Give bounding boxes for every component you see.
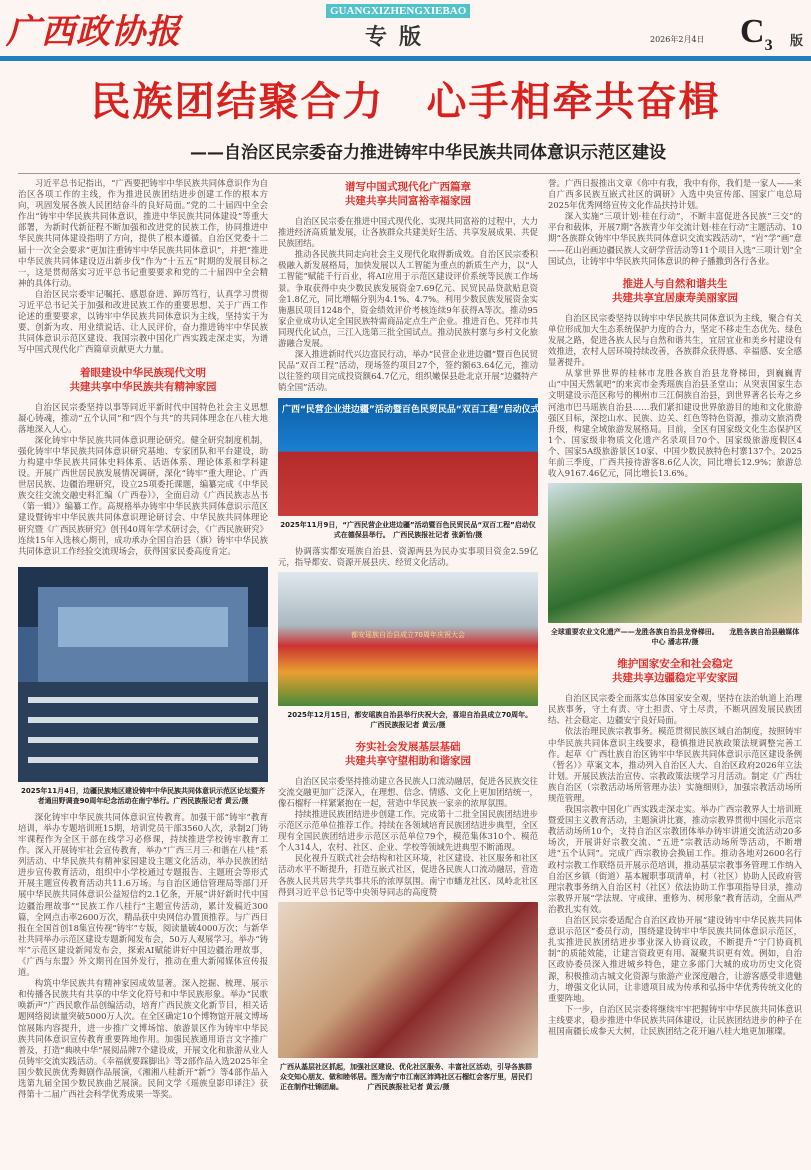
- paragraph: 自治区民宗委坚持推动建立各民族人口流动融居，促进各民族交往交流交融更加广泛深入，在理想、信念、情感、文化上更加团结统一，像石榴籽一样紧紧抱在一起，营造中华民族一家亲的浓厚氛围。: [278, 775, 538, 808]
- headline-subtitle: ——自治区民宗委奋力推进铸牢中华民族共同体意识示范区建设: [190, 143, 666, 163]
- paragraph: 习近平总书记指出，“广西要把铸牢中华民族共同体意识作为自治区各项工作的主线，作为推进民族团结进步创建工作的根本方向，巩固发展各族人民团结奋斗的良好局面。”党的二十届四中全会作出“铸牢中华民族共同体意识，推进中华民族共同体建设”等重大部署，为新时代新征程不断加强和改进党的民族工作，协同推进中华民族共同体建设指明了方向，提供了根本遵循。自治区党委十二届十一次全会要求“更加注重铸牢中华民族共同体意识”，并把“推进中华民族共同体建设迈出新步伐”作为“十五五”时期的发展目标之一，这是贯彻落实习近平总书记重要要求和党的二十届四中全会精神的具体行动。: [18, 178, 268, 288]
- headline-title: 民族团结聚合力 心手相牵共奋楫: [90, 79, 721, 125]
- paragraph: 民化视升互联式社会结构和社区环境，社区建设、社区服务和社区活动水平不断提升，打造互嵌式社区，促进各民族人口流动融居，营造各族人民共居共学共事共乐的浓厚氛围。南宁市蟠龙社区、凤岭北社区得到习近平总书记等中央领导同志的高度赞: [278, 853, 538, 897]
- heading-line: 夯实社会发展基层基础: [355, 740, 461, 753]
- paragraph: 深化铸牢中华民族共同体意识理论研究。健全研究制度机制，强化铸牢中华民族共同体意识研究基地、专家团队和平台建设，助力构建中华民族共同体史料体系、话语体系、理论体系和学科建设。开展广西世居民族发展情况调研，深化“铸牢”重大理论、广西世居民族、边疆治理研究，设立25项委托课题，编纂完成《中华民族交往交流交融史料汇编（广西卷）》，全面启动《广西民族志丛书（第一辑）》编纂工作。高规格举办铸牢中华民族共同体意识示范区建设暨铸牢中华民族共同体意识理论研讨会、中华民族共同体理论研究暨《广西民族研究》创刊40周年学术研讨会，《广西民族研究》连续15年入选核心期刊，成功承办全国自治县（旗）铸牢中华民族共同体意识工作经验交流现场会，获得国家民委高度肯定。: [18, 434, 268, 556]
- section-heading: [278, 180, 538, 208]
- paragraph: 持续推进民族团结进步创建工作。完成第十二批全国民族团结进步示范区示范单位推荐工作。持续在各领域培育民族团结进步典型，全区现有全国民族团结进步示范区示范单位79个，模范集体310个、模范个人314人，农村、社区、企业、学校等领域先进典型不断涌现。: [278, 808, 538, 853]
- page-number: [740, 12, 773, 52]
- paragraph: 构筑中华民族共有精神家园成效显著。深入挖掘、梳理、展示和传播各民族共有共享的中华文化符号和中华民族形象。举办“民歌唤新声”广西民歌作品创编活动，培育广西民族文化新节目，相关话题网络阅读量突破5000万人次。在全区确定10个博物馆开展文博场馆展陈内容提升，进一步推广文博场馆、旅游景区作为铸牢中华民族共同体意识宣传教育重要阵地作用。加强民族通用语言文字推广普及，打造“典映中华”展阅品牌7个建设成，开展文化和旅游从业人员铸牢交流实践活动。《幸福就要踩脚出》等2部作品入选2025年全国少数民族优秀舞剧作品展演，《湘湘八桂新开“新”》等4部作品入选第九届全国少数民族曲艺展演。民间文学《瑶族皇影印译注》获得第十二届广西社会科学优秀成果一等奖。: [18, 978, 268, 1100]
- paragraph: 自治区民宗委坚持以事等同近平新时代中国特色社会主义思想凝心铸魂，推动“五个认同”和“四个与共”的共同体理念在八桂大地落地深入人心。: [18, 401, 268, 434]
- heading-line: 共建共享边疆稳定平安家园: [612, 672, 738, 685]
- photo-caption: 2025年11月9日，“广西民营企业进边疆”活动暨百色民贸民品“双百工程”启动仪式在德保县举行。 广西民族报社记者 张新怡/摄: [280, 520, 536, 539]
- newspaper-pinyin: GUANGXIZHENGXIEBAO: [326, 4, 470, 18]
- paragraph: 协调落实都安瑶族自治县、资源两县为民办实事项目资金2.59亿元，指导都安、资源开展县庆、经贸文化活动。: [278, 545, 538, 567]
- heading-line: 共建共享共同富裕幸福家园: [345, 195, 471, 207]
- photo-caption: 广西从基层社区抓起，加强社区建设、优化社区服务、丰富社区活动，引导各族群众交知心朋友、做和睦邻居。图为南宁市江南区沛鸿社区石榴红会客厅里，居民们正在制作壮锦团扇。 广西民族报社记者 黄云/摄: [280, 1062, 532, 1091]
- forum-photo: [18, 567, 268, 782]
- paragraph: 誉。广西日报推出文章《你中有我，我中有你，我们是一家人——来自广西多民族互嵌式社区的调研》入选中央宣传部、国家广电总局2025年优秀网络宣传文化作品扶持计划。: [548, 178, 802, 211]
- paragraph: 下一步，自治区民宗委将继续牢牢把握铸牢中华民族共同体意识主线要求，稳步推进中华民族共同体建设，让民族团结进步的种子在祖国南疆长成参天大树，让民族团结之花开遍八桂大地更加璀璨。: [548, 1003, 802, 1036]
- terrace-fields-photo: [548, 483, 802, 623]
- heading-line: 谱写中国式现代化广西篇章: [345, 181, 471, 193]
- heading-line: 维护国家安全和社会稳定: [617, 658, 733, 671]
- paragraph: 依法治理民族宗教事务。模范贯彻民族区域自治制度，按照铸牢中华民族共同体意识主线要求，稳慎推进民族政策法规调整完善工作。起草《广西壮族自治区铸牢中华民族共同体意识示范区建设条例（暂名）》草案文本，推动列入自治区人大、自治区政府2026年立法计划。开展民族法治宣传、宗教政策法规学习月活动。制定《广西壮族自治区（宗教活动场所管理办法）实施细则》，加强宗教活动场所规范管理。: [548, 726, 802, 803]
- anniversary-celebration-photo: [278, 572, 538, 706]
- page-suffix: 版: [790, 34, 804, 49]
- photo-caption: 2025年12月15日，都安瑶族自治县举行庆祝大会，喜迎自治县成立70周年。 广西民族报记者 黄云/摄: [287, 710, 543, 729]
- column-1: [18, 178, 268, 1170]
- celebration-banner-text: 都安瑶族自治县成立70周年庆祝大会: [351, 630, 465, 639]
- column-3: [548, 178, 802, 1170]
- divider: [18, 173, 800, 174]
- community-photo: [278, 902, 538, 1058]
- paragraph: 自治区民宗委牢记嘱托、感恩奋进、踔厉笃行，认真学习贯彻习近平总书记关于加强和改进民族工作的重要思想、关于广西工作论述的重要要求，以铸牢中华民族共同体意识为主线，坚持实干为要、创新为攻、用业绩说话、让人民评价，奋力推进铸牢中华民族共同体意识示范区建设、我国宗教中国化广西实践走深走实，为谱写中国式现代化广西篇章贡献更大力量。: [18, 288, 268, 355]
- heading-line: 共建共享中华民族共有精神家园: [69, 380, 217, 393]
- ceremony-banner-text: 广西“民营企业进边疆”活动暨百色民贸民品“双百工程”启动仪式: [282, 404, 540, 415]
- section-name: 专版: [365, 24, 434, 50]
- paragraph: 自治区民宗委在推进中国式现代化、实现共同富裕的过程中，大力推进经济高质量发展，让各族群众共建美好生活、共享发展成果、共促民族团结。: [278, 216, 538, 249]
- heading-line: 共建共享守望相助和谐家园: [345, 754, 471, 767]
- page-digit: 3: [764, 36, 773, 54]
- heading-line: 推进人与自然和谐共生: [622, 277, 728, 290]
- section-heading: [548, 657, 802, 685]
- paragraph: 深入推进新时代兴边富民行动，举办“民营企业进边疆”暨百色民贸民品“双百工程”活动，现场签约项目27个，签约额63.64亿元，推动以往签约项目完成投资额64.7亿元，组织嫩保县赴北京开展“边疆特产销全国”活动。: [278, 349, 538, 393]
- header-rule: [0, 56, 811, 61]
- paragraph: 深入实施“三项计划·桂在行动”，不断丰富促进各民族“三交”的平台和载体，开展7期“各族青少年交流计划·桂在行动”主题活动、10期“各族群众铸牢中华民族共同体意识交流实践活动”，“岩”学“画”意——花山岩画边疆民族人文研学营活动等11个项目入选“三项计划”全国试点，让铸牢中华民族共同体意识的种子播撒到各行各业。: [548, 211, 802, 266]
- heading-line: 着眼建设中华民族现代文明: [80, 366, 206, 379]
- issue-date: 2026年2月4日: [650, 35, 705, 44]
- page-letter: C: [740, 13, 765, 50]
- section-heading: [278, 740, 538, 768]
- paragraph: 推动各民族共同走向社会主义现代化取得新成效。自治区民宗委积极融入新发展格局，加快发展以人工智能为重点的新质生产力，以“人工智能”赋能千行百业，将AI应用于示范区建设评价系统等民族工作场景。争取获得中央少数民族发展资金7.69亿元、民贸民品贷款贴息资金1.8亿元，同比增幅分别为4.1%、4.7%。利用少数民族发展资金实施惠民项目1248个，资金绩效评价考核连续9年获得A等次。推动95家企业成功认定全国民族特需商品定点生产企业。推进百色、凭祥市共同现代化试点，三江入选第三批全国试点。推动民族村寨与乡村文化旅游融合发展。: [278, 249, 538, 349]
- section-heading: [18, 366, 268, 394]
- launch-ceremony-photo: [278, 398, 538, 516]
- heading-line: 共建共享宜居康寿美丽家园: [612, 291, 738, 304]
- paragraph: 深化铸牢中华民族共同体意识宣传教育。加强干部“铸牢”教育培训，举办专题培训班15期，培训党员干部3560人次，录制2门铸牢课程作为全区干部在线学习必修课，持续推进学校铸牢教育工作。深入开展铸牢社会宣传教育，举办“广西三月三·和谐在八桂”系列活动、中华民族共有精神家园建设主题文化活动，举办民族团结进步宣传教育活动，组织中小学校通过专题报告、主题班会等形式开展主题宣传教育活动共11.6万场。与自治区通信管理局等部门开展中华民族共同体意识公益短信约2.1亿条，开展“讲好新时代中国边疆治理故事”“民族工作八桂行”主题宣传活动，累计发稿近300篇，全网点击率2600万次，精品获中央网信办置顶推荐。与广西日报在全国首创18集宣传视“铸牢”专版，阅读量破4000万次；与新华社共同举办示范区建设专题新闻发布会，50万人观展学习。举办“铸牢”示范区建设新闻发布会，探索AI赋能讲好中国边疆治理故事，《广西与东盟》外文期刊在国外发行，推动在重大新闻媒体宣传报道。: [18, 811, 268, 978]
- paragraph: 我国宗教中国化广西实践走深走实。举办广西宗教界人士培训班暨爱国主义教育活动，主题演讲比赛，推动宗教界贯彻中国化示范宗教活动场所10个，支持自治区宗教团体举办铸牢讲道交流活动20多场次，开展讲好宗教交流、“五进”宗教活动场所等活动，不断增进“五个认同”。完成广西宗教协会换届工作。推动各地对2600名行政村宗教工作联络员开展示范培训，推动基层宗教事务管理工作纳入自治区乡镇（街道）基本履职事项清单，村（社区）协助人民政府管理宗教事务纳入自治区村（社区）依法协助工作事项指导目录，推动宗教界开展“学法规、守戒律、重修为、树形象”教育活动，全面从严治教扎实有效。: [548, 804, 802, 914]
- section-heading: [548, 277, 802, 305]
- paragraph: 自治区民宗委全面落实总体国家安全观，坚持在法治轨道上治理民族事务，守土有责、守土担责、守土尽责，不断巩固发展民族团结、社会稳定、边疆安宁良好局面。: [548, 693, 802, 726]
- newspaper-logo: 广西政协报: [6, 12, 181, 52]
- paragraph: 自治区民宗委适配合自治区政协开展“建设铸牢中华民族共同体意识示范区”委员行动，围绕建设铸牢中华民族共同体意识示范区，扎实推进民族团结进步事业深入协商议政，不断提升“宁门协商机制”的质能效能，让建言资政更有用、凝聚共识更有效。例如，自治区政协委员深入推进城乡特色，建立多部门大城的成功历史文化资源，积极推动古城文化资源与旅游产业深度融合，让游客感受非遗魅力，增强文化认同，让非遗项目成为传承和弘扬中华优秀传统文化的重要阵地。: [548, 915, 802, 1003]
- column-2: [278, 178, 543, 1170]
- paragraph: 自治区民宗委坚持以铸牢中华民族共同体意识为主线，聚合有关单位形成加大生态系统保护力度的合力，坚定不移走生态优先、绿色发展之路，促进各族人民与自然和谐共生，宜居宜业和美乡村建设有效推进，农村人居环境持续改善，各族群众获得感、幸福感、安全感显著提升。: [548, 312, 802, 368]
- paragraph: 从掌世界世界的桂林市龙胜各族自治县龙脊梯田，到巍巍青山“中国天然氧吧”的来宾市金秀瑶族自治县圣堂山；从突衷国家生态文明建设示范区称号的柳州市三江侗族自治县，到世界著名长寿之乡河池市巴马瑶族自治县……我们紧扣建设世界旅游目的地和文化旅游强区目标，深挖山水、民族、边关、红色等特色资源，推动文旅消费升级，构建全域旅游发展格局。目前，全区有国家级文化生态保护区1个、国家级非物质文化遗产名录项目70个、国家级旅游度假区4个、国家5A级旅游景区10家、中国少数民族特色村寨137个。2025年前三季度，广西共接待游客8.6亿人次，同比增长12.9%；旅游总收入9167.46亿元，同比增长13.6%。: [548, 368, 802, 479]
- photo-caption: 2025年11月4日，边疆民族地区建设铸牢中华民族共同体意识示范区论坛暨齐者通田野调查90周年纪念活动在南宁举行。广西民族报记者 黄云/摄: [20, 786, 266, 805]
- photo-caption: 全球重要农业文化遗产——龙胜各族自治县龙脊梯田。 龙胜各族自治县融媒体中心 潘志祥/摄: [550, 628, 800, 647]
